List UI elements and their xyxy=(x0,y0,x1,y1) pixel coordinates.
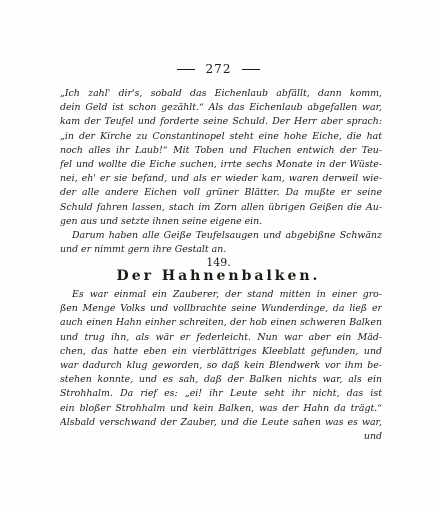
text-line: der alle andere Eichen voll grüner Blätter. Da mußte er seine xyxy=(60,187,382,199)
text-line: dein Geld ist schon gezählt.“ Als das Eichenlaub abgefallen war, xyxy=(60,102,382,114)
text-line: ein bloßer Strohhalm und kein Balken, was der Hahn da trägt.“ xyxy=(60,402,382,414)
page-number-header xyxy=(0,62,437,76)
text-line: war dadurch klug geworden, so daß kein Blendwerk vor ihm be- xyxy=(60,360,382,372)
page-number-dash-right xyxy=(242,69,260,70)
paragraph-continued-story xyxy=(60,87,382,257)
page-number: 272 xyxy=(205,62,232,76)
text-line: kam der Teufel und forderte seine Schuld. Der Herr aber sprach: xyxy=(60,116,382,128)
text-line: fel und wollte die Eiche suchen, irrte sechs Monate in der Wüste- xyxy=(60,159,382,171)
text-line: Darum haben alle Geiße Teufelsaugen und abgebißne Schwänz xyxy=(72,230,382,242)
section-number: 149. xyxy=(206,256,231,269)
text-line: „Ich zahl' dir's, sobald das Eichenlaub abfällt, dann komm, xyxy=(60,88,382,99)
text-line: nei, eh' er sie befand, und als er wieder kam, waren derweil wie- xyxy=(60,173,382,185)
section-title: Der Hahnenbalken. xyxy=(116,268,321,284)
page-number-dash-left xyxy=(177,69,195,70)
text-line: Alsbald verschwand der Zauber, und die Leute sahen was es war, xyxy=(60,416,382,428)
text-line: gen aus und setzte ihnen seine eigene ein. xyxy=(60,215,263,227)
text-line: Strohhalm. Da rief es: „ei! ihr Leute seht ihr nicht, das ist xyxy=(60,388,382,400)
text-line: noch alles ihr Laub!“ Mit Toben und Fluchen entwich der Teu- xyxy=(60,144,382,156)
text-line: „in der Kirche zu Constantinopel steht eine hohe Eiche, die hat xyxy=(60,130,382,142)
paragraph-hahnenbalken xyxy=(60,288,382,444)
text-line: chen, das hatte eben ein vierblättriges Kleeblatt gefunden, und xyxy=(60,345,382,357)
text-line: und trug ihn, als wär er federleicht. Nun war aber ein Mäd- xyxy=(60,331,382,343)
text-line: auch einen Hahn einher schreiten, der hob einen schweren Balken xyxy=(60,317,382,329)
catchword: und xyxy=(363,431,382,443)
text-line: und er nimmt gern ihre Gestalt an. xyxy=(60,244,227,256)
text-line: Es war einmal ein Zauberer, der stand mitten in einer gro- xyxy=(72,289,382,300)
text-line: stehen konnte, und es sah, daß der Balken nichts war, als ein xyxy=(60,374,382,386)
text-line: ßen Menge Volks und vollbrachte seine Wunderdinge, da ließ er xyxy=(60,303,382,315)
text-line: Schuld fahren lassen, stach im Zorn allen übrigen Geißen die Au- xyxy=(60,201,382,213)
